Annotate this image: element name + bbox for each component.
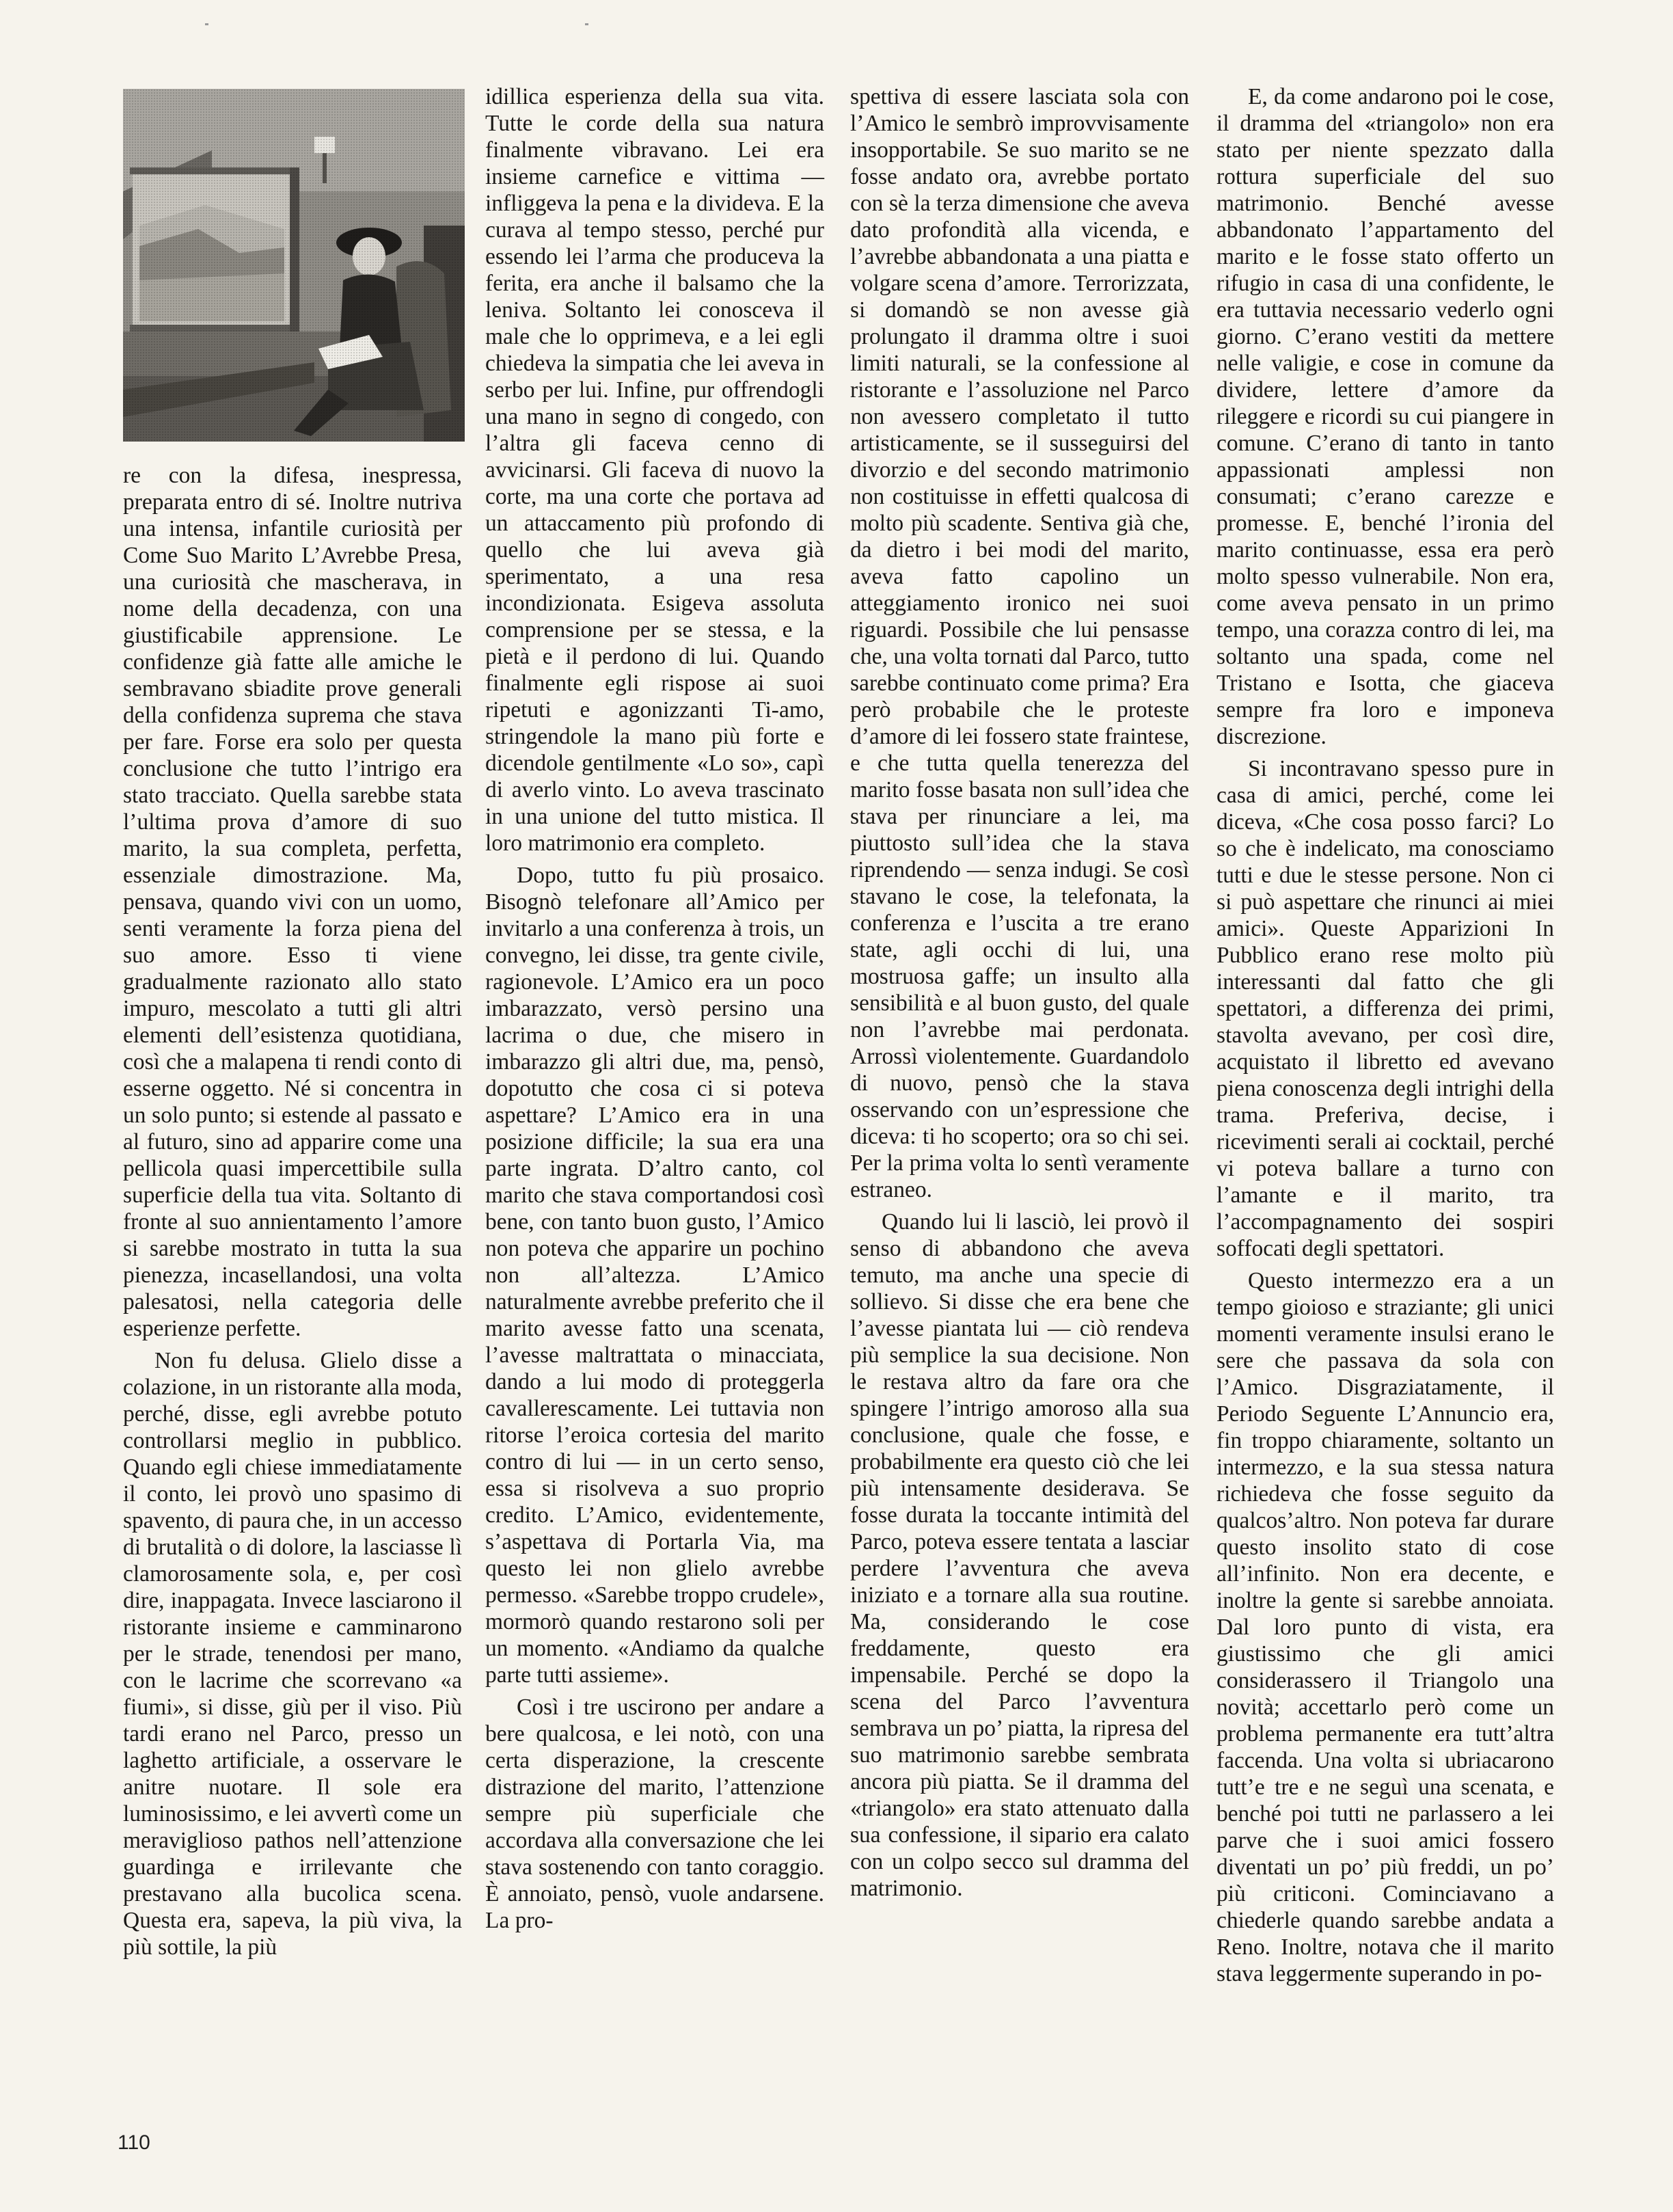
paragraph: Dopo, tutto fu più prosaico. Bisognò telefonare all’Amico per invitarlo a una conferenza à trois, un convegno, lei disse, tra gente civile, ragionevole. L’Amico era un poco imbarazzato, versò persino una lacrima o due, che misero in imbarazzo gli altri due, ma, pensò, dopotutto che cosa ci si poteva aspettare? L’Amico era in una posizione difficile; la sua era una parte ingrata. D’altro canto, col marito che stava comportandosi così bene, con tanto buon gusto, l’Amico non poteva che apparire un pochino non all’altezza. L’Amico naturalmente avrebbe preferito che il marito avesse fatto una scenata, l’avesse maltrattata o minacciata, dando a lui modo di proteggerla cavallerescamente. Lei tuttavia non ritorse l’eroica cortesia del marito contro di lui — in un certo senso, essa si risolveva a suo proprio credito. L’Amico, evidentemente, s’aspettava di Portarla Via, ma questo lei non glielo avrebbe permesso. «Sarebbe troppo crudele», mormorò quando restarono soli per un momento. «Andiamo da qualche parte tutti assieme». [485, 863, 824, 1688]
paragraph: Si incontravano spesso pure in casa di amici, perché, come lei diceva, «Che cosa posso farci? Lo so che è indelicato, ma conosciamo tutti e due le stesse persone. Non ci si può aspettare che rinunci ai miei amici». Queste Apparizioni In Pubblico erano rese molto più interessanti dal fatto che gli spettatori, a differenza dei primi, stavolta avevano, per così dire, acquistato il libretto ed avevano piena conoscenza degli intrighi della trama. Preferiva, decise, i ricevimenti serali ai cocktail, perché vi poteva ballare a turno con l’amante e il marito, tra l’accompagnamento dei sospiri soffocati degli spettatori. [1216, 756, 1554, 1261]
text-column-2 [485, 83, 824, 1934]
paragraph: idillica esperienza della sua vita. Tutte le corde della sua natura finalmente vibravano. Lei era insieme carnefice e vittima — infliggeva la pena e la divideva. E la curava al tempo stesso, perché pur essendo lei l’arma che produceva la ferita, era anche il balsamo che la leniva. Soltanto lei conosceva il male che lo opprimeva, e a lei egli chiedeva la simpatia che lei aveva in serbo per lui. Infine, pur offrendogli una mano in segno di congedo, con l’altra gli faceva cenno di avvicinarsi. Gli faceva di nuovo la corte, ma una corte che portava ad un attaccamento più profondo di quello che lui aveva già sperimentato, a una resa incondizionata. Esigeva assoluta comprensione per se stessa, e la pietà e il perdono di lui. Quando finalmente egli rispose ai suoi ripetuti e agonizzanti Ti-amo, stringendole la mano più forte e dicendole gentilmente «Lo so», capì di averlo vinto. Lo aveva trascinato in una unione del tutto mistica. Il loro matrimonio era completo. [485, 84, 824, 856]
paragraph: E, da come andarono poi le cose, il dramma del «triangolo» non era stato per niente spezzato dalla rottura superficiale del suo matrimonio. Benché avesse abbandonato l’appartamento del marito e le fosse stato offerto un rifugio in casa di una confidente, le era tuttavia necessario vederlo ogni giorno. C’erano vestiti da mettere nelle valigie, e cose in comune da dividere, lettere d’amore da rileggere e ricordi su cui piangere in comune. C’erano di tanto in tanto appassionati amplessi non consumati; c’erano carezze e promesse. E, benché l’ironia del marito continuasse, essa era però molto spesso vulnerabile. Non era, come aveva pensato in un primo tempo, una corazza contro di lei, ma soltanto una spada, come nel Tristano e Isotta, che giaceva sempre fra loro e imponeva discrezione. [1216, 84, 1554, 749]
paragraph: spettiva di essere lasciata sola con l’Amico le sembrò improvvisamente insopportabile. Se suo marito se ne fosse andato ora, avrebbe portato con sè la terza dimensione che aveva dato profondità alla vicenda, e l’avrebbe abbandonata a una piatta e volgare scena d’amore. Terrorizzata, si domandò se non avesse già prolungato il dramma oltre i suoi limiti naturali, se la confessione al ristorante e l’assoluzione nel Parco non avessero completato il tutto artisticamente, se il susseguirsi del divorzio e del secondo matrimonio non costituisse in effetti qualcosa di molto più scadente. Sentiva già che, da dietro i bei modi del marito, aveva fatto capolino un atteggiamento ironico nei suoi riguardi. Possibile che lui pensasse che, una volta tornati dal Parco, tutto sarebbe continuato come prima? Era però probabile che le proteste d’amore di lei fossero state fraintese, e che tutta quella tenerezza del marito fosse basata non sull’idea che stava per rinunciare a lei, ma piuttosto sull’idea che la stava riprendendo — senza indugi. Se così stavano le cose, la telefonata, la conferenza e l’uscita a tre erano state, agli occhi di lui, una mostruosa gaffe; un insulto alla sensibilità e al buon gusto, del quale non l’avrebbe mai perdonata. Arrossì violentemente. Guardandolo di nuovo, pensò che la stava osservando con un’espressione che diceva: ti ho scoperto; ora so chi sei. Per la prima volta lo sentì veramente estraneo. [850, 84, 1189, 1202]
paragraph: Quando lui li lasciò, lei provò il senso di abbandono che aveva temuto, ma anche una specie di sollievo. Si disse che era bene che l’avesse piantata lui — ciò rendeva più semplice la sua decisione. Non le restava altro da fare ora che spingere l’intrigo amoroso alla sua conclusione, quale che fosse, e probabilmente era questo ciò che lei più intensamente desiderava. Se fosse durata la toccante intimità del Parco, poteva essere tentata a lasciar perdere l’avventura che aveva iniziato e a tornare alla sua routine. Ma, considerando le cose freddamente, questo era impensabile. Perché se dopo la scena del Parco l’avventura sembrava un po’ piatta, la ripresa del suo matrimonio sarebbe sembrata ancora più piatta. Se il dramma del «triangolo» era stato attenuato dalla sua confessione, il sipario era calato con un colpo secco sul dramma del matrimonio. [850, 1209, 1189, 1901]
paragraph: Questo intermezzo era a un tempo gioioso e straziante; gli unici momenti veramente insulsi erano le sere che passava da sola con l’Amico. Disgraziatamente, il Periodo Seguente L’Annuncio era, fin troppo chiaramente, soltanto un intermezzo, e la sua stessa natura richiedeva che fosse seguito da qualcos’altro. Non poteva far durare questo insolito stato di cose all’infinito. Non era decente, e inoltre la gente si sarebbe annoiata. Dal loro punto di vista, era giustissimo che gli amici considerassero il Triangolo una novità; accettarlo però come un problema permanente era tutt’altra faccenda. Una volta si ubriacarono tutt’e tre e ne seguì una scenata, e benché poi tutti ne parlassero a lei parve che i suoi amici fossero diventati un po’ più freddi, un po’ più criticoni. Cominciavano a chiederle quando sarebbe andata a Reno. Inoltre, notava che il marito stava leggermente superando in po- [1216, 1268, 1554, 1986]
scan-mark [205, 23, 208, 25]
text-column-1 [123, 462, 462, 1960]
page-number: 110 [118, 2131, 150, 2154]
paragraph: Così i tre uscirono per andare a bere qualcosa, e lei notò, con una certa disperazione, la crescente distrazione del marito, l’attenzione sempre più superficiale che accordava alla conversazione che lei stava sostenendo con tanto coraggio. È annoiato, pensò, vuole andarsene. La pro- [485, 1695, 824, 1933]
illustration [123, 89, 465, 442]
paragraph: re con la difesa, inespressa, preparata entro di sé. Inoltre nutriva una intensa, infantile curiosità per Come Suo Marito L’Avrebbe Presa, una curiosità che mascherava, in nome della decadenza, con una giustificabile apprensione. Le confidenze già fatte alle amiche le sembravano sbiadite prove generali della confidenza suprema che stava per fare. Forse era solo per questa conclusione che tutto l’intrigo era stato tracciato. Quella sarebbe stata l’ultima prova d’amore di suo marito, la sua completa, perfetta, essenziale dimostrazione. Ma, pensava, quando vivi con un uomo, senti veramente la forza piena del suo amore. Esso ti viene gradualmente razionato allo stato impuro, mescolato a tutti gli altri elementi dell’esistenza quotidiana, così che a malapena ti rendi conto di esserne oggetto. Né si concentra in un solo punto; si estende al passato e al futuro, sino ad apparire come una pellicola quasi impercettibile sulla superficie della tua vita. Soltanto di fronte al suo annientamento l’amore si sarebbe mostrato in tutta la sua pienezza, incasellandosi, una volta palesatosi, nella categoria delle esperienze perfette. [123, 463, 462, 1341]
scan-mark [585, 23, 588, 25]
text-column-3 [850, 83, 1189, 1902]
train-compartment-woman-reading-illustration [123, 89, 465, 442]
text-column-4 [1216, 83, 1554, 1987]
paragraph: Non fu delusa. Glielo disse a colazione, in un ristorante alla moda, perché, disse, egli avrebbe potuto controllarsi meglio in pubblico. Quando egli chiese immediatamente il conto, lei provò uno spasimo di spavento, di paura che, in un accesso di brutalità o di dolore, la lasciasse lì clamorosamente sola, e, per così dire, inappagata. Invece lasciarono il ristorante insieme e camminarono per le strade, tenendosi per mano, con le lacrime che scorrevano «a fiumi», si disse, giù per il viso. Più tardi erano nel Parco, presso un laghetto artificiale, a osservare le anitre nuotare. Il sole era luminosissimo, e lei avvertì come un meraviglioso pathos nell’attenzione guardinga e irrilevante che prestavano alla bucolica scena. Questa era, sapeva, la più viva, la più sottile, la più [123, 1348, 462, 1960]
